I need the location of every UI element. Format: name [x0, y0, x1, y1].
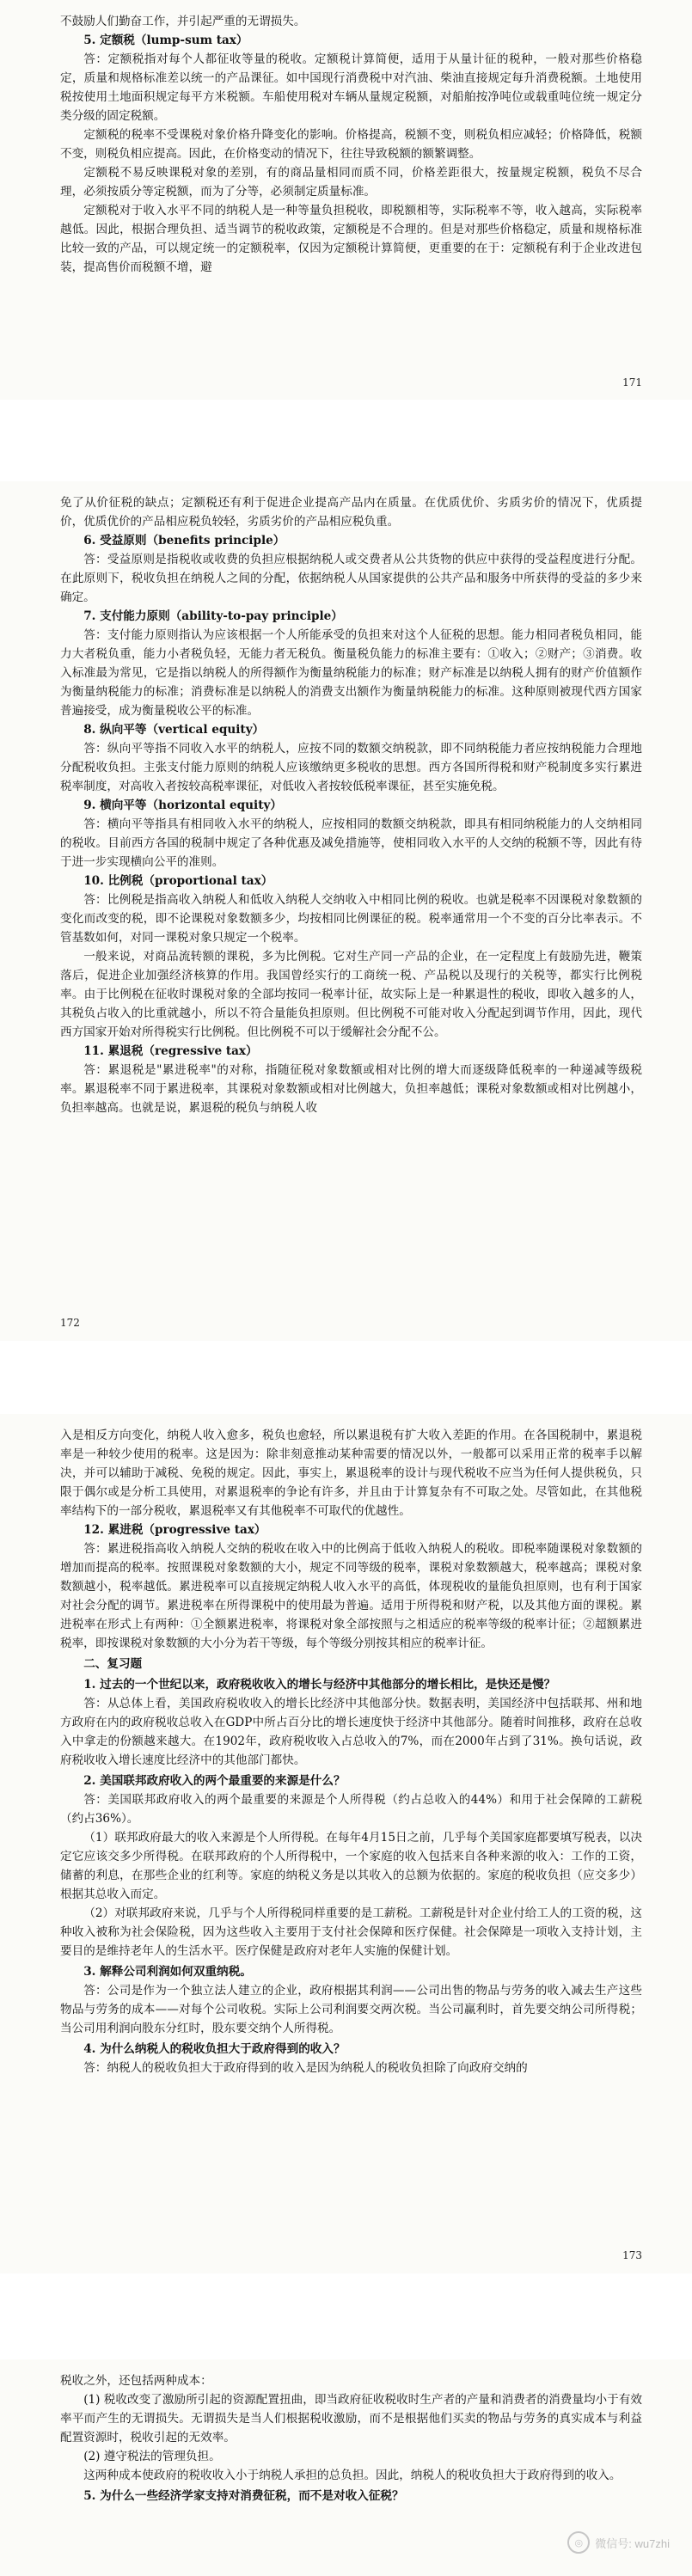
item5-paragraph-1: 答：定额税指对每个人都征收等量的税收。定额税计算简便，适用于从量计征的税种，一般对那些价格稳定，质量和规格标准差以统一的产品课征。如中国现行消费税中对汽油、柴油直接规定每升消费税额。土地使用税按使用土地面积规定每平方米税额。车船使用税对车辆从量规定税额，对船舶按净吨位或载重吨位统一规定分类分级的固定税额。	[60, 52, 642, 123]
page-number: 171	[622, 376, 642, 389]
book-page-172	[0, 481, 692, 1341]
page3-top-line: 入是相反方向变化，纳税人收入愈多，税负也愈轻，所以累退税有扩大收入差距的作用。在各国税制中，累退税率是一种较少使用的税率。这是因为：除非刻意推动某种需要的情况以外，一般都可以采用正常的税率手以解决，并可以辅助于减税、免税的规定。因此，事实上，累退税率的设计与现代税收不应当为任何人提供税负，只限于偶尔或是分析工具使用，对累退税率的争论有许多，并且由于计算复杂有不可取之处。尽管如此，在其他税率结构下的一部分税收，累退税率又有其他税率不可取代的优越性。	[60, 1429, 642, 1518]
page-number: 173	[622, 2249, 642, 2261]
page-number: 172	[60, 1317, 80, 1329]
item11-paragraph-1: 答：累退税是"累进税率"的对称，指随征税对象数额或相对比例的增大而逐级降低税率的一种递减等级税率。累退税率不同于累进税率，其课税对象数额或相对比例越大，负担率越低；课税对象数额或相对比例越小，负担率越高。也就是说，累退税的税负与纳税人收	[60, 1063, 642, 1115]
item12-paragraph-1: 答：累进税指高收入纳税人交纳的税收在收入中的比例高于低收入纳税人的税收。即税率随课税对象数额的增加而提高的税率。按照课税对象数额的大小，规定不同等级的税率，课税对象数额越大，税率越高；课税对象数额越小，税率越低。累进税率可以直接规定纳税人收入水平的高低，体现税收的量能负担原则，也有利于国家对社会分配的调节。累进税率在所得课税中的使用最为普遍。适用于所得税和财产税，以及其他方面的课税。累进税率在形式上有两种：①全额累进税率，将课税对象全部按照与之相适应的税率等级的税率计征；②超额累进税率，即按课税对象数额的大小分为若干等级，每个等级分别按其相应的税率计征。	[60, 1542, 642, 1650]
answer-2-part-2: （2）对联邦政府来说，几乎与个人所得税同样重要的是工薪税。工薪税是针对企业付给工人的工资的税，这种收入被称为社会保险税，因为这些收入主要用于支付社会保障和医疗保健。社会保障是一项收入支持计划，主要目的是维持老年人的生活水平。医疗保健是政府对老年人实施的保健计划。	[60, 1906, 642, 1958]
item7-paragraph-1: 答：支付能力原则指认为应该根据一个人所能承受的负担来对这个人征税的思想。能力相同者税负相同，能力大者税负重，能力小者税负轻，无能力者无税负。衡量税负能力的标准主要有：①收入；②财产；③消费。收入标准最为常见，它是指以纳税人的所得额作为衡量纳税能力的标准；财产标准是以纳税人拥有的财产价值额作为衡量纳税能力的标准；消费标准是以纳税人的消费支出额作为衡量纳税能力的标准。这种原则被现代西方国家普遍接受，成为衡量税收公平的标准。	[60, 628, 642, 718]
book-page-171	[0, 0, 692, 400]
watermark	[567, 2531, 670, 2554]
item7-title: 7. 支付能力原则（ability-to-pay principle）	[83, 609, 343, 623]
answer-4-cost-2: (2) 遵守税法的管理负担。	[83, 2450, 221, 2463]
page4-top-line: 税收之外，还包括两种成本：	[60, 2374, 212, 2388]
item5-paragraph-3: 定额税不易反映课税对象的差别，有的商品量相同而质不同，价格差距很大，按量规定税额，税负不尽合理，必须按质分等定税额，而为了分等，必须制定质量标准。	[60, 166, 642, 199]
item6-title: 6. 受益原则（benefits principle）	[83, 534, 285, 548]
answer-3: 答：公司是作为一个独立法人建立的企业，政府根据其利润——公司出售的物品与劳务的收入减去生产这些物品与劳务的成本——对每个公司收税。实际上公司利润要交两次税。当公司赢利时，首先要交纳公司所得税；当公司用利润向股东分红时，股东要交纳个人所得税。	[60, 1984, 642, 2035]
item8-title: 8. 纵向平等（vertical equity）	[83, 723, 265, 737]
answer-4-conclusion: 这两种成本使政府的税收收入小于纳税人承担的总负担。因此，纳税人的税收负担大于政府得到的收入。	[83, 2469, 622, 2482]
item10-paragraph-2: 一般来说，对商品流转额的课税，多为比例税。它对生产同一产品的企业，在一定程度上有鼓励先进，鞭策落后，促进企业加强经济核算的作用。我国曾经实行的工商统一税、产品税以及现行的关税等，都实行比例税率。由于比例税在征收时课税对象的全部均按同一税率计征，故实际上是一种累退性的税收，即收入越多的人，其税负占收入的比重就越小，所以不符合量能负担原则。但比例税不可能对收入分配起到调节作用，因此，现代西方国家开始对所得税实行比例税。但比例税不可以于缓解社会分配不公。	[60, 950, 642, 1039]
book-page-173	[0, 1414, 692, 2273]
item10-paragraph-1: 答：比例税是指高收入纳税人和低收入纳税人交纳收入中相同比例的税收。也就是税率不因课税对象数额的变化而改变的税，即不论课税对象数额多少，均按相同比例课征的税。税率通常用一个不变的百分比率表示。不管基数如何，对同一课税对象只规定一个税率。	[60, 893, 642, 945]
answer-2-part-1: （1）联邦政府最大的收入来源是个人所得税。在每年4月15日之前，几乎每个美国家庭都要填写税表，以决定它应该交多少所得税。在联邦政府的个人所得税中，一个家庭的收入包括来自各种来源的收入：工作的工资，储蓄的利息，在那些企业的红利等。家庭的纳税义务是以其收入的总额为依据的。家庭的税收负担（应交多少）根据其总收入而定。	[60, 1831, 642, 1901]
item5-paragraph-2: 定额税的税率不受课税对象价格升降变化的影响。价格提高，税额不变，则税负相应减轻；价格降低，税额不变，则税负相应提高。因此，在价格变动的情况下，往往导致税额的额繁调整。	[60, 128, 642, 161]
question-2: 2. 美国联邦政府收入的两个最重要的来源是什么？	[83, 1774, 346, 1788]
item9-paragraph-1: 答：横向平等指具有相同收入水平的纳税人，应按相同的数额交纳税款，即具有相同纳税能力的人交纳相同的税收。目前西方各国的税制中规定了各种优惠及减免措施等，使相同收入水平的人交纳的税额不等，因此有待于进一步实现横向公平的准则。	[60, 817, 642, 869]
item8-paragraph-1: 答：纵向平等指不同收入水平的纳税人，应按不同的数额交纳税款，即不同纳税能力者应按纳税能力合理地分配税收负担。主张支付能力原则的纳税人应该缴纳更多税收的思想。西方各国所得税和财产税制度多实行累进税率制度，对高收入者按较高税率课征，对低收入者按较低税率课征，甚至实施免税。	[60, 742, 642, 793]
answer-4: 答：纳税人的税收负担大于政府得到的收入是因为纳税人的税收负担除了向政府交纳的	[83, 2061, 528, 2075]
section-review-heading: 二、复习题	[83, 1657, 143, 1671]
item5-title: 5. 定额税（lump-sum tax）	[83, 34, 248, 47]
wechat-icon: ◎	[567, 2531, 590, 2554]
watermark-text: 微信号: wu7zhi	[595, 2536, 670, 2550]
question-5: 5. 为什么一些经济学家支持对消费征税，而不是对收入征税？	[83, 2489, 404, 2503]
item5-paragraph-4: 定额税对于收入水平不同的纳税人是一种等量负担税收，即税额相等，实际税率不等，收入越高，实际税率越低。因此，根据合理负担、适当调节的税收政策，定额税是不合理的。但是对那些价格稳定，质量和规格标准比较一致的产品，可以规定统一的定额税率，仅因为定额税计算简便，更重要的在于：定额税有利于企业改进包装，提高售价而税额不增，避	[60, 204, 642, 274]
item9-title: 9. 横向平等（horizontal equity）	[83, 798, 282, 812]
page1-top-line: 不鼓励人们勤奋工作，并引起严重的无谓损失。	[60, 15, 306, 28]
item10-title: 10. 比例税（proportional tax）	[83, 874, 273, 888]
question-4: 4. 为什么纳税人的税收负担大于政府得到的收入？	[83, 2042, 346, 2056]
question-1: 1. 过去的一个世纪以来，政府税收收入的增长与经济中其他部分的增长相比，是快还是慢？	[83, 1678, 556, 1692]
answer-1: 答：从总体上看，美国政府税收收入的增长比经济中其他部分快。数据表明，美国经济中包括联邦、州和地方政府在内的政府税收总收入在GDP中所占百分比的增长速度快于经济中其他部分。随着时间推移，政府在总收入中拿走的份额越来越大。在1902年，政府税收收入占总收入的7%，而在2000年占到了31%。换句话说，政府税收收入增长速度比经济中的其他部门都快。	[60, 1697, 642, 1767]
answer-4-cost-1: (1) 税收改变了激励所引起的资源配置扭曲，即当政府征收税收时生产者的产量和消费者的消费量均小于有效率平而产生的无谓损失。无谓损失是当人们根据税收激励，而不是根据他们买卖的物品与劳务的真实成本与利益配置资源时，税收引起的无效率。	[60, 2393, 642, 2444]
question-3: 3. 解释公司利润如何双重纳税。	[83, 1965, 252, 1979]
item11-title: 11. 累退税（regressive tax）	[83, 1044, 258, 1058]
item12-title: 12. 累进税（progressive tax）	[83, 1523, 266, 1537]
item6-paragraph-1: 答：受益原则是指税收或收费的负担应根据纳税人或交费者从公共货物的供应中获得的受益程度进行分配。在此原则下，税收负担在纳税人之间的分配，依据纳税人从国家提供的公共产品和服务中所获得的受益的多少来确定。	[60, 553, 642, 604]
answer-2: 答：美国联邦政府收入的两个最重要的来源是个人所得税（约占总收入的44%）和用于社会保障的工薪税（约占36%）。	[60, 1793, 642, 1826]
page2-top-line: 免了从价征税的缺点；定额税还有利于促进企业提高产品内在质量。在优质优价、劣质劣价的情况下，优质提价，优质优价的产品相应税负较轻，劣质劣价的产品相应税负重。	[60, 496, 642, 529]
